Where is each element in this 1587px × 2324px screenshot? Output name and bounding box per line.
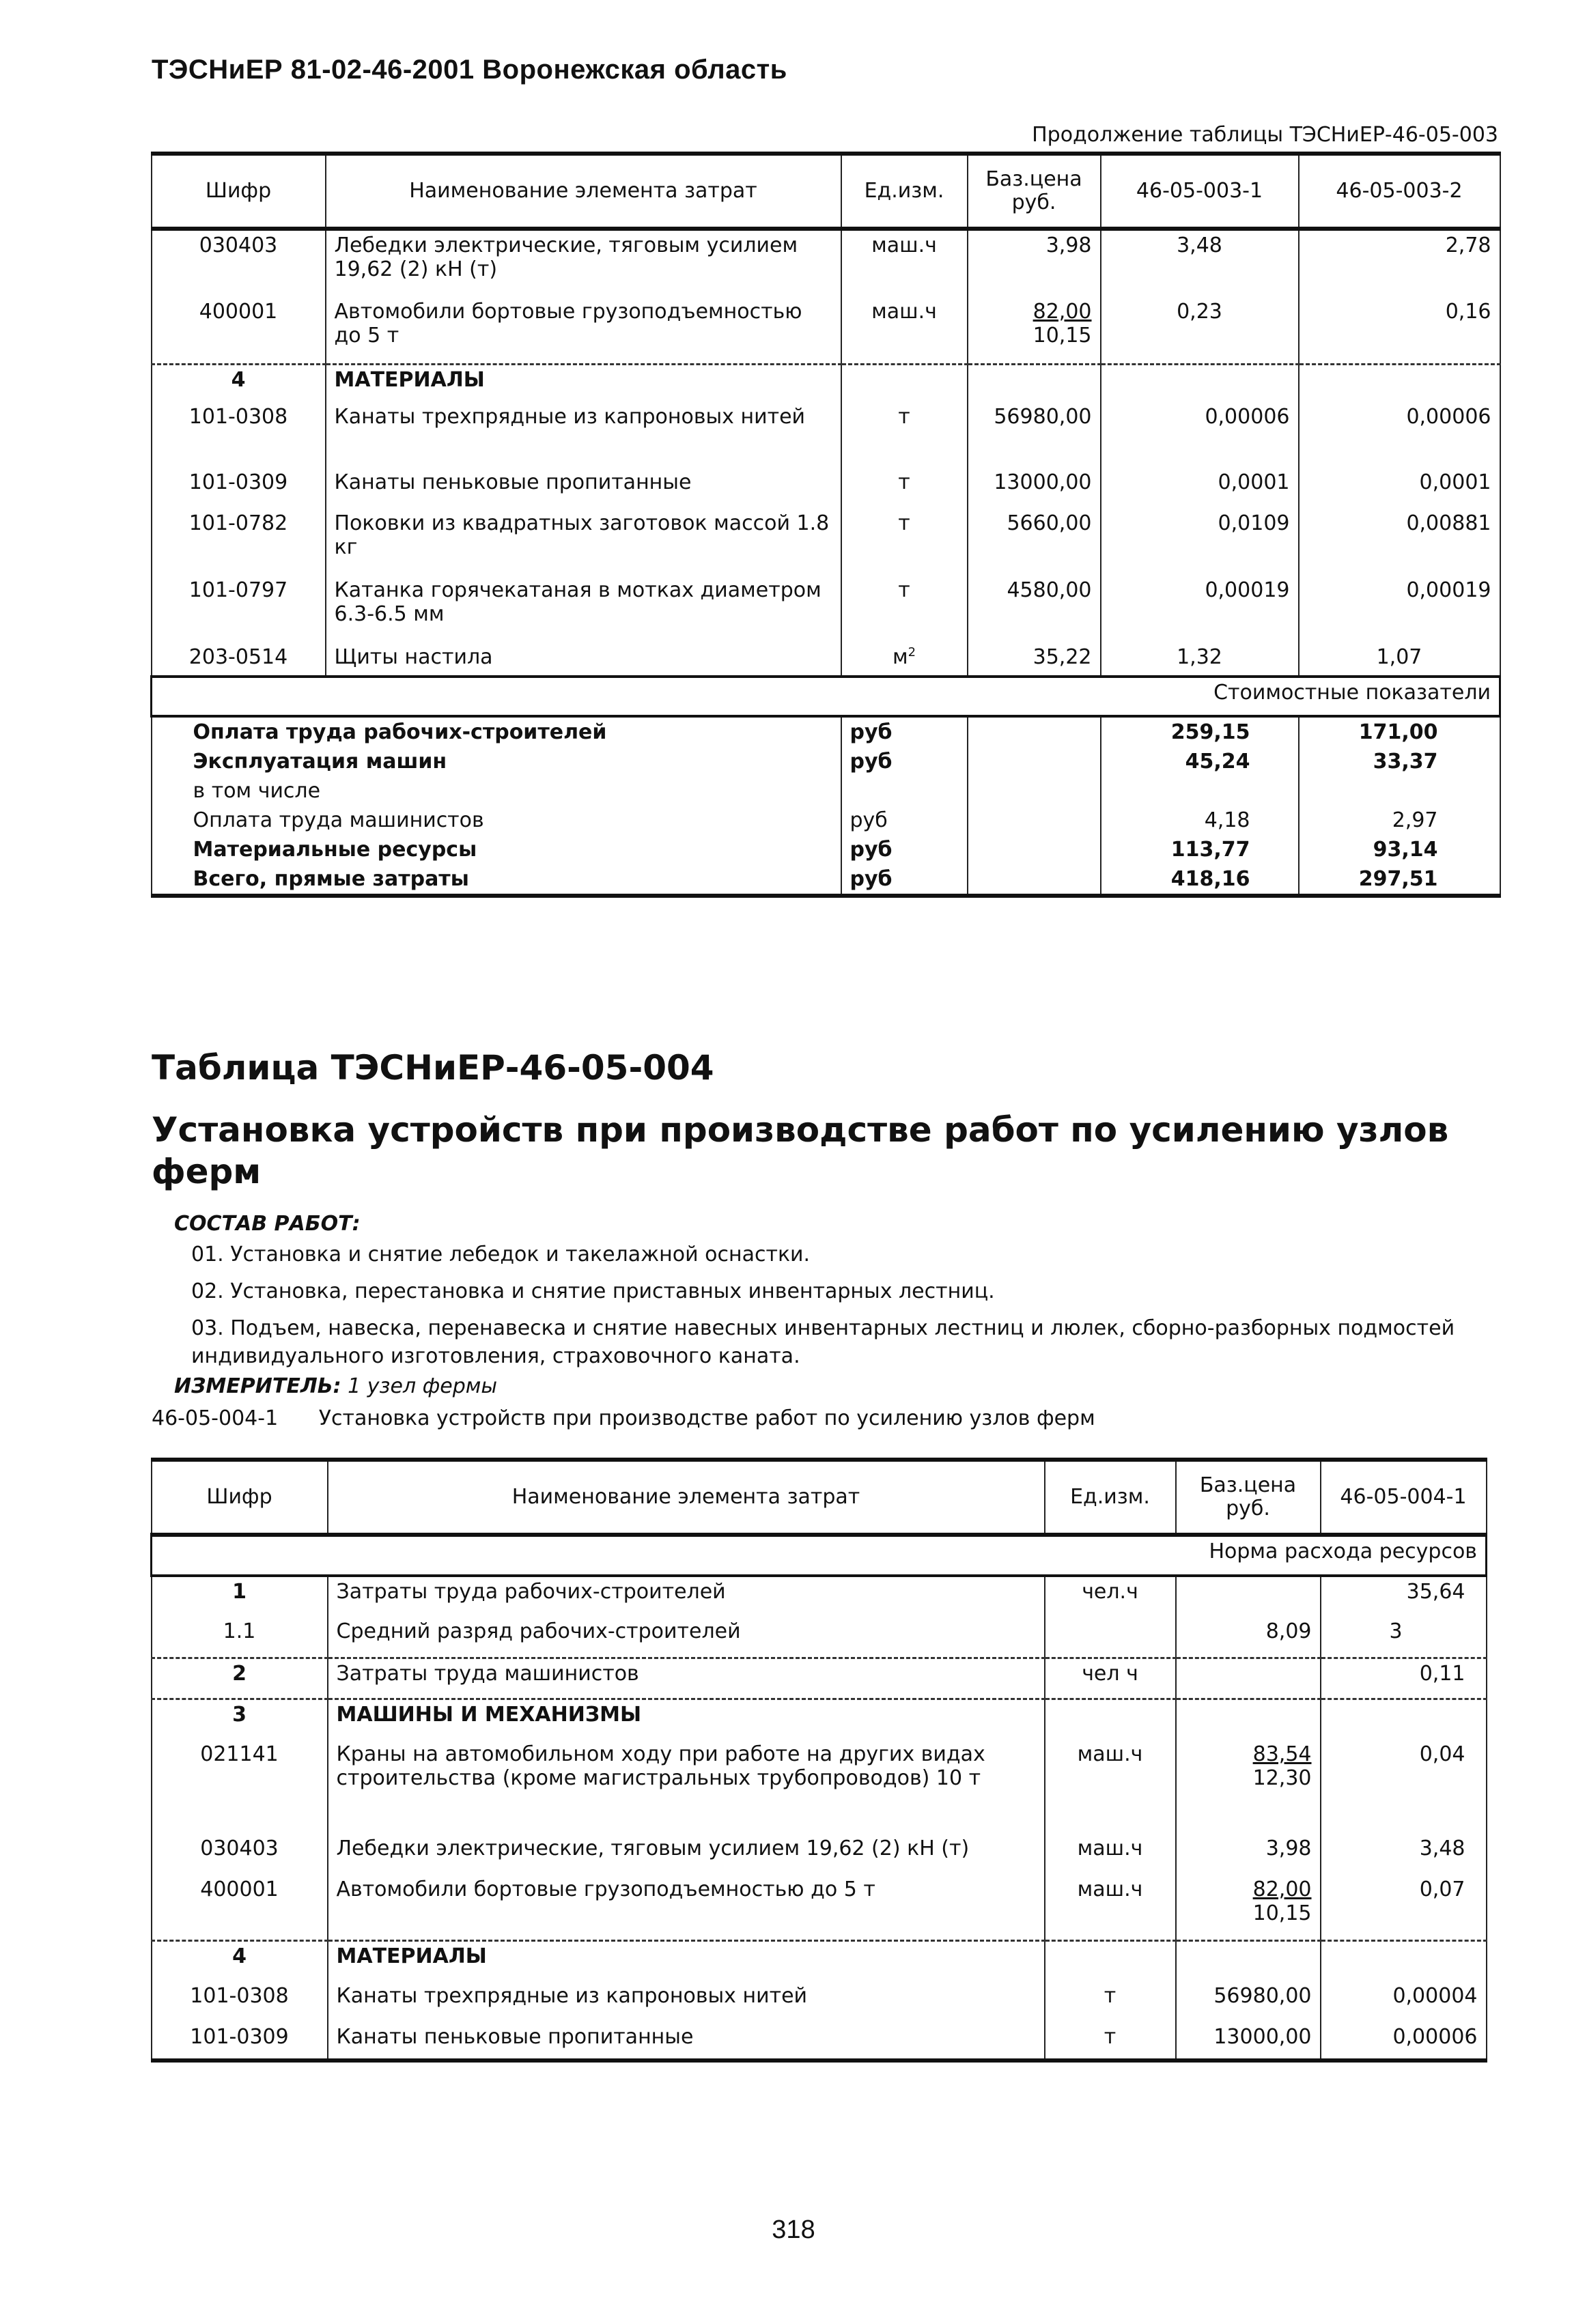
norm-label: Норма расхода ресурсов (152, 1535, 1487, 1576)
measure-line (174, 1374, 497, 1398)
row-code: 101-0782 (152, 509, 326, 576)
price-secondary: 10,15 (1033, 324, 1092, 348)
header-unit: Ед.изм. (841, 154, 968, 229)
row-unit (1045, 1617, 1176, 1658)
cost-name: Оплата труда рабочих-строителей (152, 716, 841, 747)
price-secondary: 12,30 (1252, 1766, 1312, 1790)
row-price: 13000,00 (968, 468, 1101, 509)
empty-cell (1045, 1699, 1176, 1740)
cost-name: Оплата труда машинистов (152, 806, 841, 835)
empty-cell (1321, 1940, 1487, 1981)
cost-name: в том числе (152, 776, 841, 806)
norm-description: Установка устройств при производстве работ по усилению узлов ферм (318, 1406, 1095, 1430)
row-code: 101-0308 (152, 1981, 328, 2022)
row-code: 101-0309 (152, 2022, 328, 2060)
cost-unit: руб (841, 716, 968, 747)
row-price: 56980,00 (1176, 1981, 1321, 2022)
cost-value-2: 2,97 (1299, 806, 1500, 835)
row-name: Затраты труда машинистов (328, 1658, 1045, 1699)
row-value-2: 0,00019 (1299, 576, 1500, 642)
row-value-2: 2,78 (1299, 229, 1500, 297)
row-value-2: 0,16 (1299, 297, 1500, 364)
row-unit: маш.ч (1045, 1875, 1176, 1940)
row-price: 3,98 (968, 229, 1101, 297)
cost-unit: руб (841, 806, 968, 835)
header-col1: 46-05-003-1 (1101, 154, 1299, 229)
row-value-1: 0,0109 (1101, 509, 1299, 576)
empty-cell (1101, 364, 1299, 402)
row-price: 56980,00 (968, 402, 1101, 468)
table-row (152, 1658, 1487, 1699)
table-row (152, 1981, 1487, 2022)
cost-row (152, 835, 1500, 864)
row-unit: маш.ч (841, 297, 968, 364)
table-46-05-003 (150, 152, 1501, 898)
row-unit: т (841, 509, 968, 576)
empty-cell (1176, 1699, 1321, 1740)
table-row (152, 509, 1500, 576)
row-price: 13000,00 (1176, 2022, 1321, 2060)
row-value: 0,07 (1321, 1875, 1487, 1940)
table-row (152, 2022, 1487, 2060)
price-main: 83,54 (1252, 1742, 1312, 1766)
cost-row (152, 747, 1500, 776)
section-row-materials (152, 1940, 1487, 1981)
cost-value-1: 113,77 (1101, 835, 1299, 864)
empty-cell (1321, 1699, 1487, 1740)
cost-unit: руб (841, 747, 968, 776)
cost-value-1: 4,18 (1101, 806, 1299, 835)
row-price (1176, 1658, 1321, 1699)
row-code: 2 (152, 1658, 328, 1699)
table-row (152, 468, 1500, 509)
cost-value-2: 93,14 (1299, 835, 1500, 864)
row-code: 101-0309 (152, 468, 326, 509)
cost-unit: руб (841, 835, 968, 864)
row-name: Затраты труда рабочих-строителей (328, 1576, 1045, 1617)
row-price (1176, 1740, 1321, 1834)
row-unit: т (1045, 1981, 1176, 2022)
table-row (152, 576, 1500, 642)
section-title: МАТЕРИАЛЫ (328, 1940, 1045, 1981)
row-code: 1.1 (152, 1617, 328, 1658)
table-header-row (152, 154, 1500, 229)
cost-row (152, 864, 1500, 896)
table-46-05-004 (150, 1458, 1487, 2063)
section-number: 4 (152, 1940, 328, 1981)
row-value-2: 0,00881 (1299, 509, 1500, 576)
work-item: 01. Установка и снятие лебедок и такелажной оснастки. (191, 1243, 811, 1266)
continuation-label: Продолжение таблицы ТЭСНиЕР-46-05-003 (1032, 123, 1498, 147)
header-price: Баз.цена руб. (968, 154, 1101, 229)
row-name: Автомобили бортовые грузоподъемностью до 5 т (326, 297, 841, 364)
cost-row (152, 716, 1500, 747)
empty-cell (968, 835, 1101, 864)
row-price: 35,22 (968, 642, 1101, 677)
unit-text: м (892, 645, 908, 669)
empty-cell (968, 776, 1101, 806)
cost-unit (841, 776, 968, 806)
work-item: 02. Установка, перестановка и снятие приставных инвентарных лестниц. (191, 1279, 995, 1303)
row-price (968, 297, 1101, 364)
section-title: МАТЕРИАЛЫ (326, 364, 841, 402)
row-name: Катанка горячекатаная в мотках диаметром 6.3-6.5 мм (326, 576, 841, 642)
cost-value-1: 259,15 (1101, 716, 1299, 747)
measure-value: 1 узел фермы (348, 1374, 498, 1398)
cost-value-2: 33,37 (1299, 747, 1500, 776)
row-name: Лебедки электрические, тяговым усилием 19,62 (2) кН (т) (326, 229, 841, 297)
row-name: Канаты трехпрядные из капроновых нитей (328, 1981, 1045, 2022)
norm-label-row (152, 1535, 1487, 1576)
cost-unit: руб (841, 864, 968, 896)
row-value-1: 0,00006 (1101, 402, 1299, 468)
section-subtitle: Установка устройств при производстве работ по усилению узлов ферм (152, 1110, 1449, 1191)
price-main: 82,00 (1252, 1877, 1312, 1901)
section-title: Таблица ТЭСНиЕР-46-05-004 (152, 1048, 714, 1088)
row-unit: маш.ч (841, 229, 968, 297)
row-code: 021141 (152, 1740, 328, 1834)
cost-name: Эксплуатация машин (152, 747, 841, 776)
row-code: 203-0514 (152, 642, 326, 677)
cost-row (152, 776, 1500, 806)
row-unit: чел.ч (1045, 1576, 1176, 1617)
norm-code: 46-05-004-1 (152, 1406, 279, 1430)
header-code: Шифр (152, 154, 326, 229)
row-name: Канаты пеньковые пропитанные (326, 468, 841, 509)
row-value: 0,04 (1321, 1740, 1487, 1834)
page-header: ТЭСНиЕР 81-02-46-2001 Воронежская область (152, 55, 787, 85)
row-unit: маш.ч (1045, 1740, 1176, 1834)
empty-cell (1299, 364, 1500, 402)
row-code: 101-0797 (152, 576, 326, 642)
header-col1: 46-05-004-1 (1321, 1460, 1487, 1535)
row-name: Канаты трехпрядные из капроновых нитей (326, 402, 841, 468)
row-value: 3,48 (1321, 1834, 1487, 1875)
table-row (152, 642, 1500, 677)
row-name: Щиты настила (326, 642, 841, 677)
row-code: 400001 (152, 297, 326, 364)
table-row (152, 402, 1500, 468)
cost-value-1: 45,24 (1101, 747, 1299, 776)
row-code: 030403 (152, 1834, 328, 1875)
header-code: Шифр (152, 1460, 328, 1535)
row-code: 030403 (152, 229, 326, 297)
page-number: 318 (772, 2215, 815, 2244)
cost-indicators-label: Стоимостные показатели (152, 677, 1500, 716)
table-row (152, 1740, 1487, 1834)
empty-cell (1176, 1940, 1321, 1981)
row-name: Средний разряд рабочих-строителей (328, 1617, 1045, 1658)
row-value-1: 3,48 (1101, 229, 1299, 297)
table-row (152, 229, 1500, 297)
measure-label: ИЗМЕРИТЕЛЬ: (174, 1374, 341, 1398)
table-row (152, 1617, 1487, 1658)
cost-value-2: 171,00 (1299, 716, 1500, 747)
cost-value-1: 418,16 (1101, 864, 1299, 896)
row-name: Краны на автомобильном ходу при работе на других видах строительства (кроме магистральных трубопроводов) 10 т (328, 1740, 1045, 1834)
row-value-2: 0,0001 (1299, 468, 1500, 509)
cost-indicators-label-row (152, 677, 1500, 716)
row-name: Лебедки электрические, тяговым усилием 19,62 (2) кН (т) (328, 1834, 1045, 1875)
empty-cell (968, 716, 1101, 747)
table-row (152, 297, 1500, 364)
section-row-machines (152, 1699, 1487, 1740)
row-unit: т (1045, 2022, 1176, 2060)
header-unit: Ед.изм. (1045, 1460, 1176, 1535)
unit-superscript: 2 (908, 645, 916, 660)
cost-name: Материальные ресурсы (152, 835, 841, 864)
row-code: 1 (152, 1576, 328, 1617)
section-title: МАШИНЫ И МЕХАНИЗМЫ (328, 1699, 1045, 1740)
table-row (152, 1875, 1487, 1940)
empty-cell (968, 806, 1101, 835)
row-price: 3,98 (1176, 1834, 1321, 1875)
row-name: Поковки из квадратных заготовок массой 1.8 кг (326, 509, 841, 576)
row-unit: т (841, 576, 968, 642)
row-value: 0,00004 (1321, 1981, 1487, 2022)
row-name: Канаты пеньковые пропитанные (328, 2022, 1045, 2060)
row-price: 5660,00 (968, 509, 1101, 576)
row-value-1: 0,00019 (1101, 576, 1299, 642)
header-name: Наименование элемента затрат (328, 1460, 1045, 1535)
cost-value-2 (1299, 776, 1500, 806)
row-value: 0,00006 (1321, 2022, 1487, 2060)
section-row-materials (152, 364, 1500, 402)
price-secondary: 10,15 (1252, 1901, 1312, 1925)
cost-value-1 (1101, 776, 1299, 806)
header-col2: 46-05-003-2 (1299, 154, 1500, 229)
row-value: 3 (1321, 1617, 1487, 1658)
row-value-1: 1,32 (1101, 642, 1299, 677)
header-name: Наименование элемента затрат (326, 154, 841, 229)
price-main: 82,00 (1033, 300, 1092, 324)
row-unit (841, 642, 968, 677)
row-unit: т (841, 468, 968, 509)
section-number: 4 (152, 364, 326, 402)
row-value: 0,11 (1321, 1658, 1487, 1699)
row-price (1176, 1875, 1321, 1940)
row-value-2: 1,07 (1299, 642, 1500, 677)
row-value-1: 0,23 (1101, 297, 1299, 364)
cost-value-2: 297,51 (1299, 864, 1500, 896)
work-item: 03. Подъем, навеска, перенавеска и снятие навесных инвентарных лестниц и люлек, сборно-разборных подмостей индивидуального изготовления, страховочного каната. (191, 1316, 1455, 1368)
work-composition-label: СОСТАВ РАБОТ: (174, 1212, 361, 1236)
row-price: 8,09 (1176, 1617, 1321, 1658)
table-row (152, 1576, 1487, 1617)
empty-cell (1045, 1940, 1176, 1981)
row-value-1: 0,0001 (1101, 468, 1299, 509)
row-value: 35,64 (1321, 1576, 1487, 1617)
row-unit: т (841, 402, 968, 468)
row-unit: чел ч (1045, 1658, 1176, 1699)
cost-name: Всего, прямые затраты (152, 864, 841, 896)
row-price: 4580,00 (968, 576, 1101, 642)
row-price (1176, 1576, 1321, 1617)
empty-cell (841, 364, 968, 402)
section-number: 3 (152, 1699, 328, 1740)
row-code: 400001 (152, 1875, 328, 1940)
empty-cell (968, 864, 1101, 896)
table-row (152, 1834, 1487, 1875)
header-price: Баз.цена руб. (1176, 1460, 1321, 1535)
row-code: 101-0308 (152, 402, 326, 468)
cost-row (152, 806, 1500, 835)
empty-cell (968, 364, 1101, 402)
norm-code-line (152, 1406, 1095, 1430)
empty-cell (968, 747, 1101, 776)
table-header-row (152, 1460, 1487, 1535)
row-unit: маш.ч (1045, 1834, 1176, 1875)
row-value-2: 0,00006 (1299, 402, 1500, 468)
row-name: Автомобили бортовые грузоподъемностью до 5 т (328, 1875, 1045, 1940)
